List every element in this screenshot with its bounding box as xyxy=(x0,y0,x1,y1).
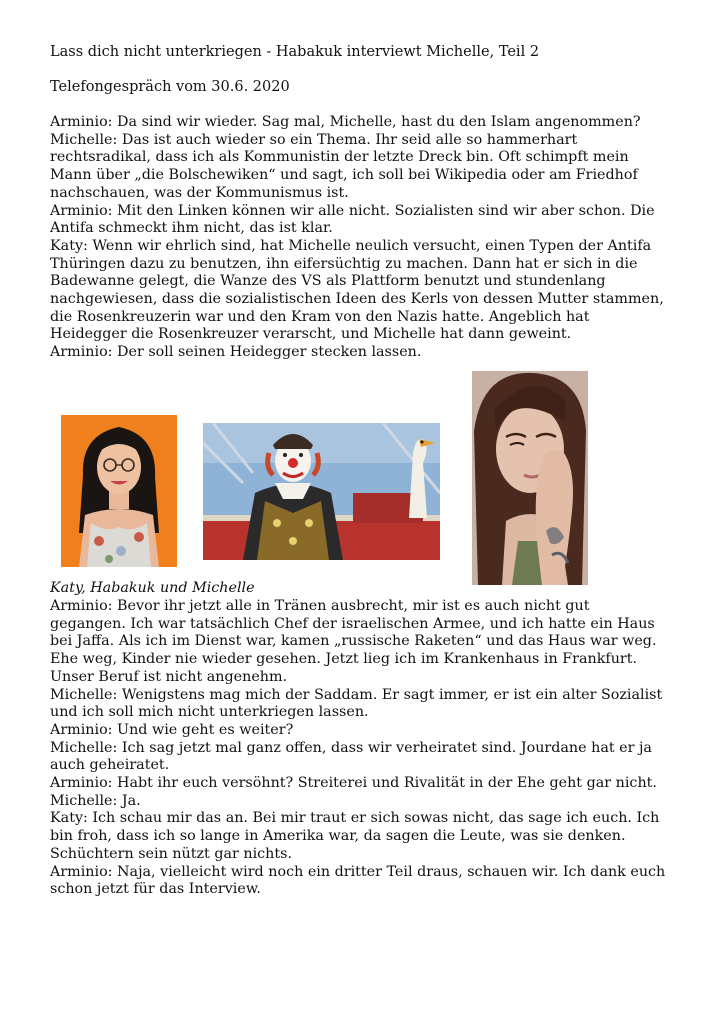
dialogue-line: Arminio: Da sind wir wieder. Sag mal, Michelle, hast du den Islam angenommen? xyxy=(50,114,641,130)
photo-michelle xyxy=(472,371,588,585)
dialogue-line: Arminio: Und wie geht es weiter? xyxy=(50,721,294,738)
dialogue-line: Michelle: Ich sag jetzt mal ganz offen, dass wir verheiratet sind. Jourdane hat er ja auch geheiratet. xyxy=(50,739,652,774)
dialogue-line: Michelle: Wenigstens mag mich der Saddam. Er sagt immer, er ist ein alter Sozialist und ich soll mich nicht unterkriegen lassen. xyxy=(50,686,663,721)
dialogue-line: Katy: Ich schau mir das an. Bei mir traut er sich sowas nicht, das sage ich euch. Ich bin froh, dass ich so lange in Amerika war, da sagen die Leute, was sie denken. Schüchtern sein nützt gar nichts. xyxy=(50,810,660,862)
interview-section-1 xyxy=(50,114,668,362)
date-line: Telefongespräch vom 30.6. 2020 xyxy=(50,79,290,95)
photo-habakuk-clown xyxy=(203,423,440,560)
dialogue-line: Arminio: Der soll seinen Heidegger stecken lassen. xyxy=(50,344,422,361)
dialogue-line: Katy: Wenn wir ehrlich sind, hat Michelle neulich versucht, einen Typen der Antifa Thüringen dazu zu benutzen, ihn eifersüchtig zu machen. Dann hat er sich in die Badewanne gelegt, die Wanze des VS als Plattform benutzt und stundenlang nachgewiesen, dass die sozialistischen Ideen des Kerls von dessen Mutter stammen, die Rosenkreuzerin war und den Kram von den Nazis hatte. Angeblich hat Heidegger die Rosenkreuzer verarscht, und Michelle hat dann geweint. xyxy=(50,237,664,343)
dialogue-line: Arminio: Bevor ihr jetzt alle in Tränen ausbrecht, mir ist es auch nicht gut gegangen. Ich war tatsächlich Chef der israelischen Armee, und ich hatte ein Haus bei Jaffa. Als ich im Dienst war, kamen „russische Raketen“ und das Haus war weg. Ehe weg, Kinder nie wieder gesehen. Jetzt lieg ich im Krankenhaus in Frankfurt. Unser Beruf ist nicht angenehm. xyxy=(50,598,657,685)
dialogue-line: Arminio: Habt ihr euch versöhnt? Streiterei und Rivalität in der Ehe geht gar nicht. xyxy=(50,775,657,792)
interview-section-2 xyxy=(50,598,668,899)
dialogue-line: Arminio: Mit den Linken können wir alle nicht. Sozialisten sind wir aber schon. Die Antifa schmeckt ihm nicht, das ist klar. xyxy=(50,202,655,237)
dialogue-line: Arminio: Naja, vielleicht wird noch ein dritter Teil draus, schauen wir. Ich dank euch schon jetzt für das Interview. xyxy=(50,863,666,898)
dialogue-line: Michelle: Das ist auch wieder so ein Thema. Ihr seid alle so hammerhart rechtsradikal, dass ich als Kommunistin der letzte Dreck bin. Oft schimpft mein Mann über „die Bolschewiken“ und sagt, ich soll bei Wikipedia oder am Friedhof nachschauen, was der Kommunismus ist. xyxy=(50,131,638,201)
document-title: Lass dich nicht unterkriegen - Habakuk interviewt Michelle, Teil 2 xyxy=(50,44,540,60)
photo-katy xyxy=(61,415,177,567)
dialogue-line: Michelle: Ja. xyxy=(50,792,141,809)
photo-caption: Katy, Habakuk und Michelle xyxy=(50,580,255,596)
